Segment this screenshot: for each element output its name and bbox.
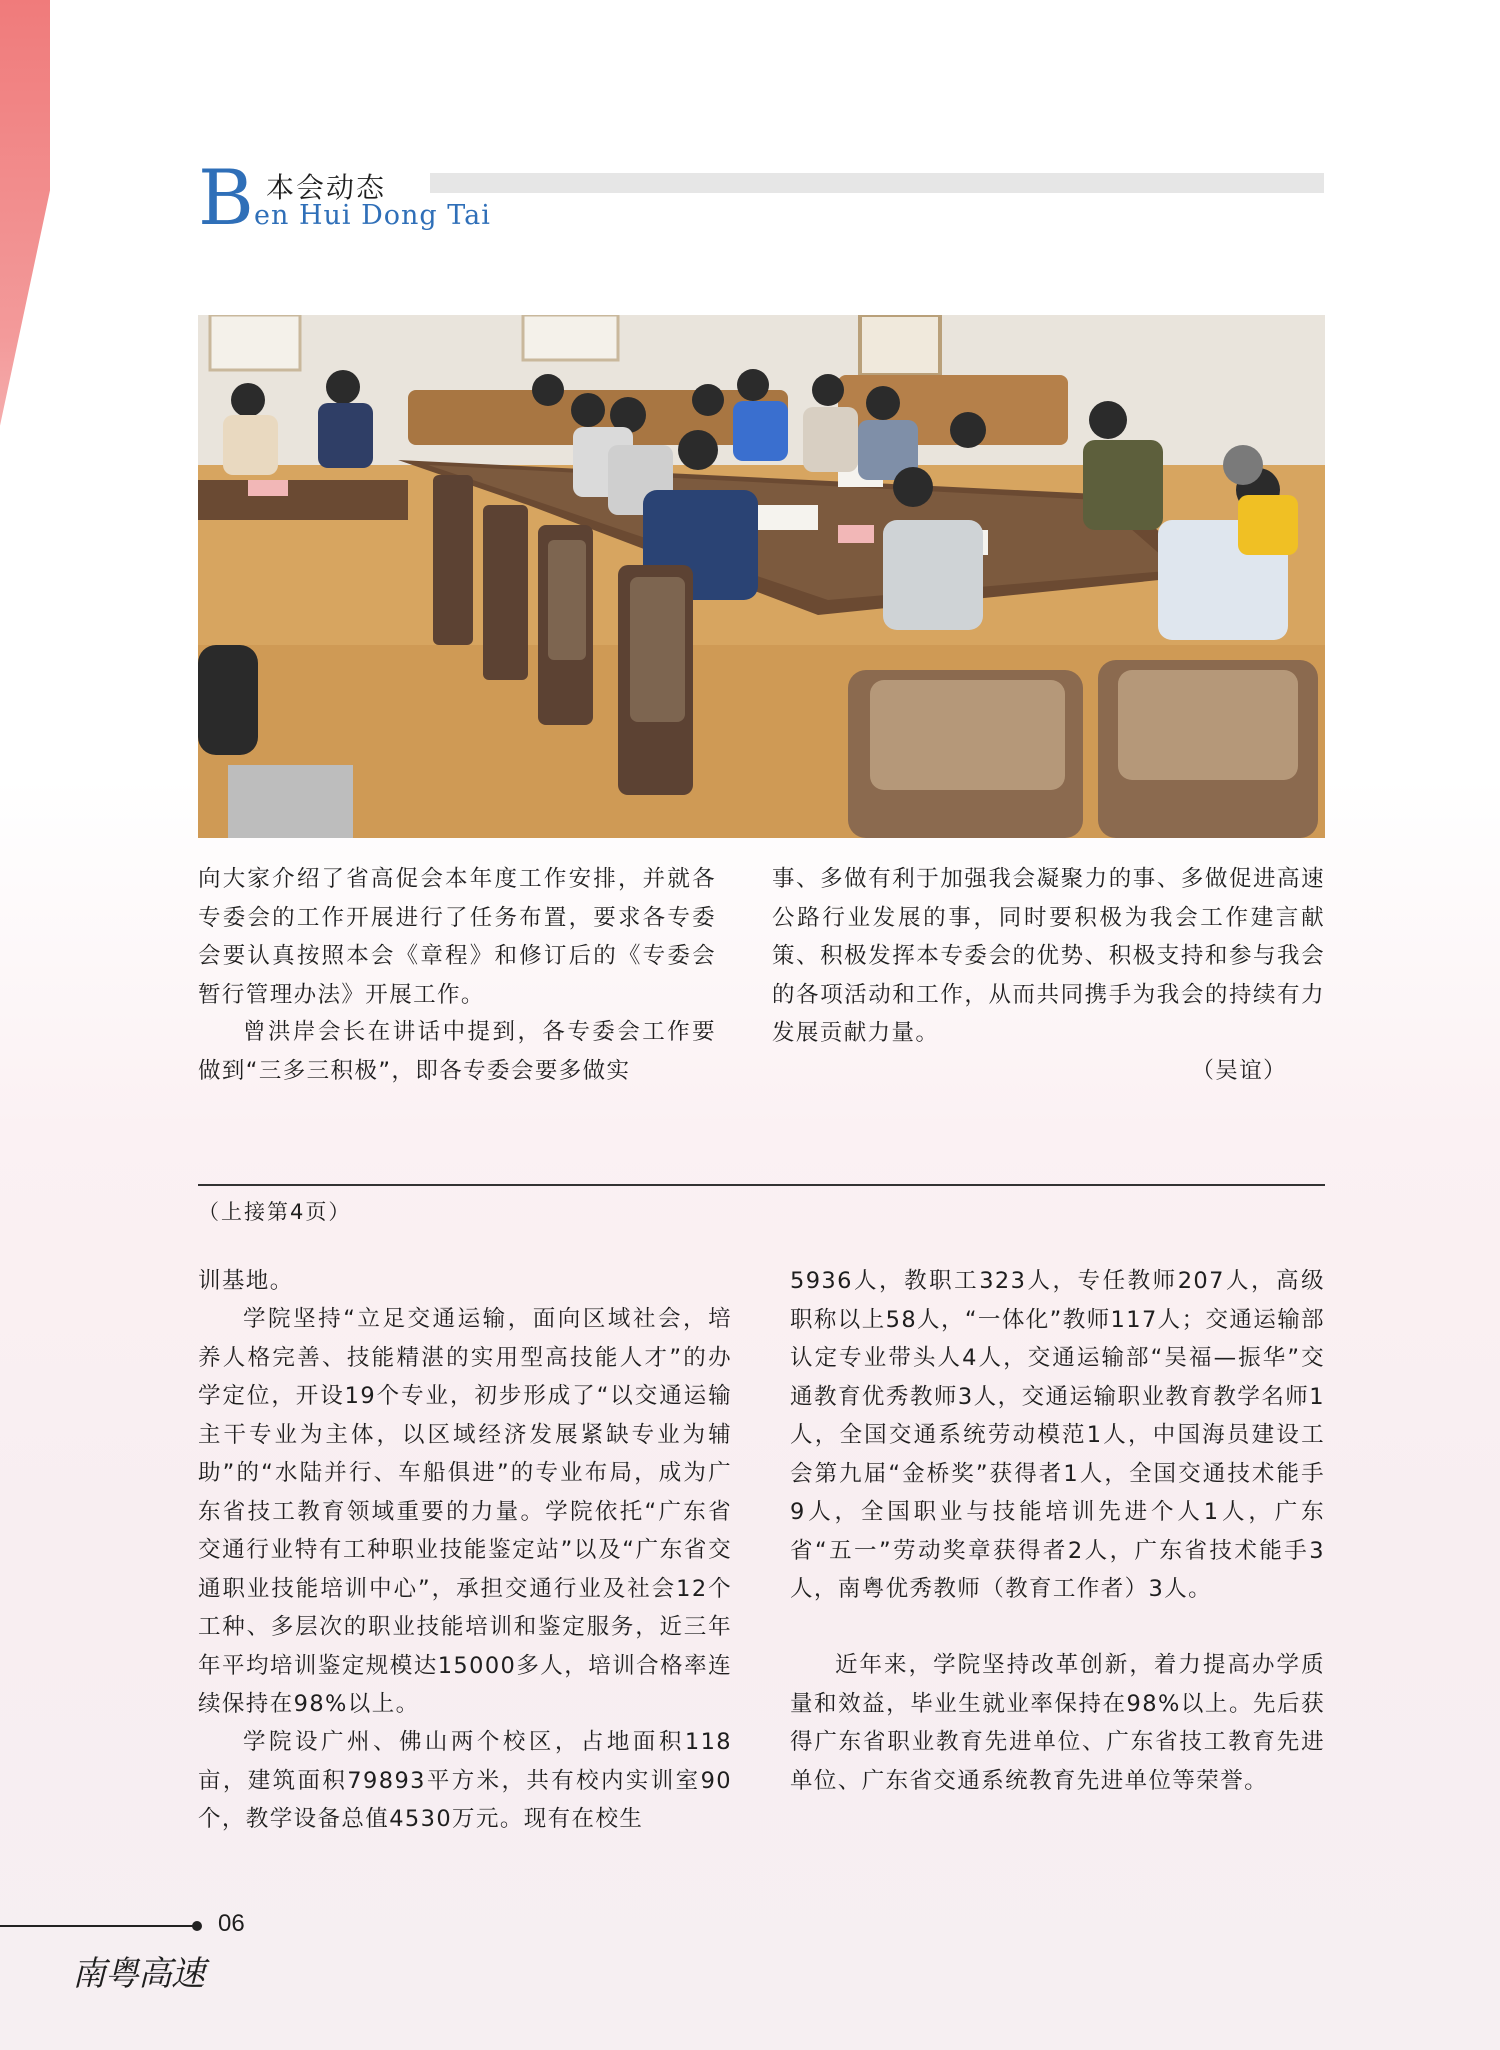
meeting-photo bbox=[198, 315, 1325, 838]
top-left-paragraph-2: 曾洪岸会长在讲话中提到，各专委会工作要做到“三多三积极”，即各专委会要多做实 bbox=[198, 1019, 716, 1084]
magazine-logo: 南粤高速 bbox=[72, 1954, 204, 1994]
footer-dot bbox=[192, 1921, 202, 1931]
section-title-pinyin: en Hui Dong Tai bbox=[254, 200, 491, 231]
bottom-right-paragraph-1: 5936人，教职工323人，专任教师207人，高级职称以上58人，“一体化”教师117人；交通运输部认定专业带头人4人，交通运输部“吴福—振华”交通教育优秀教师3人，交通运输职业教育教学名师1人，全国交通系统劳动模范1人，中国海员建设工会第九届“金桥奖”获得者1人，全国交通技术能手9人，全国职业与技能培训先进个人1人，广东省“五一”劳动奖章获得者2人，广东省技术能手3人，南粤优秀教师（教育工作者）3人。 bbox=[790, 1268, 1325, 1602]
header-initial-letter: B bbox=[198, 153, 254, 242]
continued-from-note: （上接第4页） bbox=[198, 1200, 352, 1224]
bottom-right-paragraph-2: 近年来，学院坚持改革创新，着力提高办学质量和效益，毕业生就业率保持在98%以上。先后获得广东省职业教育先进单位、广东省技工教育先进单位、广东省交通系统教育先进单位等荣誉。 bbox=[790, 1652, 1325, 1794]
bottom-left-paragraph-3: 学院设广州、佛山两个校区，占地面积118亩，建筑面积79893平方米，共有校内实训室90个，教学设备总值4530万元。现有在校生 bbox=[198, 1729, 732, 1832]
section-divider bbox=[198, 1184, 1325, 1186]
decorative-red-strip bbox=[0, 0, 50, 560]
section-header bbox=[198, 153, 1324, 242]
section-title-chinese: 本会动态 bbox=[266, 171, 387, 204]
top-left-paragraph-1: 向大家介绍了省高促会本年度工作安排，并就各专委会的工作开展进行了任务布置，要求各专委会要认真按照本会《章程》和修订后的《专委会暂行管理办法》开展工作。 bbox=[198, 866, 716, 1008]
bottom-left-paragraph-1: 训基地。 bbox=[198, 1268, 294, 1294]
header-gray-bar bbox=[430, 173, 1324, 193]
page-number: 06 bbox=[218, 1910, 245, 1937]
bottom-left-paragraph-2: 学院坚持“立足交通运输，面向区域社会，培养人格完善、技能精湛的实用型高技能人才”的办学定位，开设19个专业，初步形成了“以交通运输主干专业为主体，以区域经济发展紧缺专业为辅助”的“水陆并行、车船俱进”的专业布局，成为广东省技工教育领域重要的力量。学院依托“广东省交通行业特有工种职业技能鉴定站”以及“广东省交通职业技能培训中心”，承担交通行业及社会12个工种、多层次的职业技能培训和鉴定服务，近三年年平均培训鉴定规模达15000多人，培训合格率连续保持在98%以上。 bbox=[198, 1306, 732, 1717]
top-right-paragraph-1: 事、多做有利于加强我会凝聚力的事、多做促进高速公路行业发展的事，同时要积极为我会工作建言献策、积极发挥本专委会的优势、积极支持和参与我会的各项活动和工作，从而共同携手为我会的持续有力发展贡献力量。 bbox=[772, 866, 1325, 1046]
article-author: （吴谊） bbox=[1191, 1058, 1287, 1084]
footer-rule bbox=[0, 1925, 196, 1927]
